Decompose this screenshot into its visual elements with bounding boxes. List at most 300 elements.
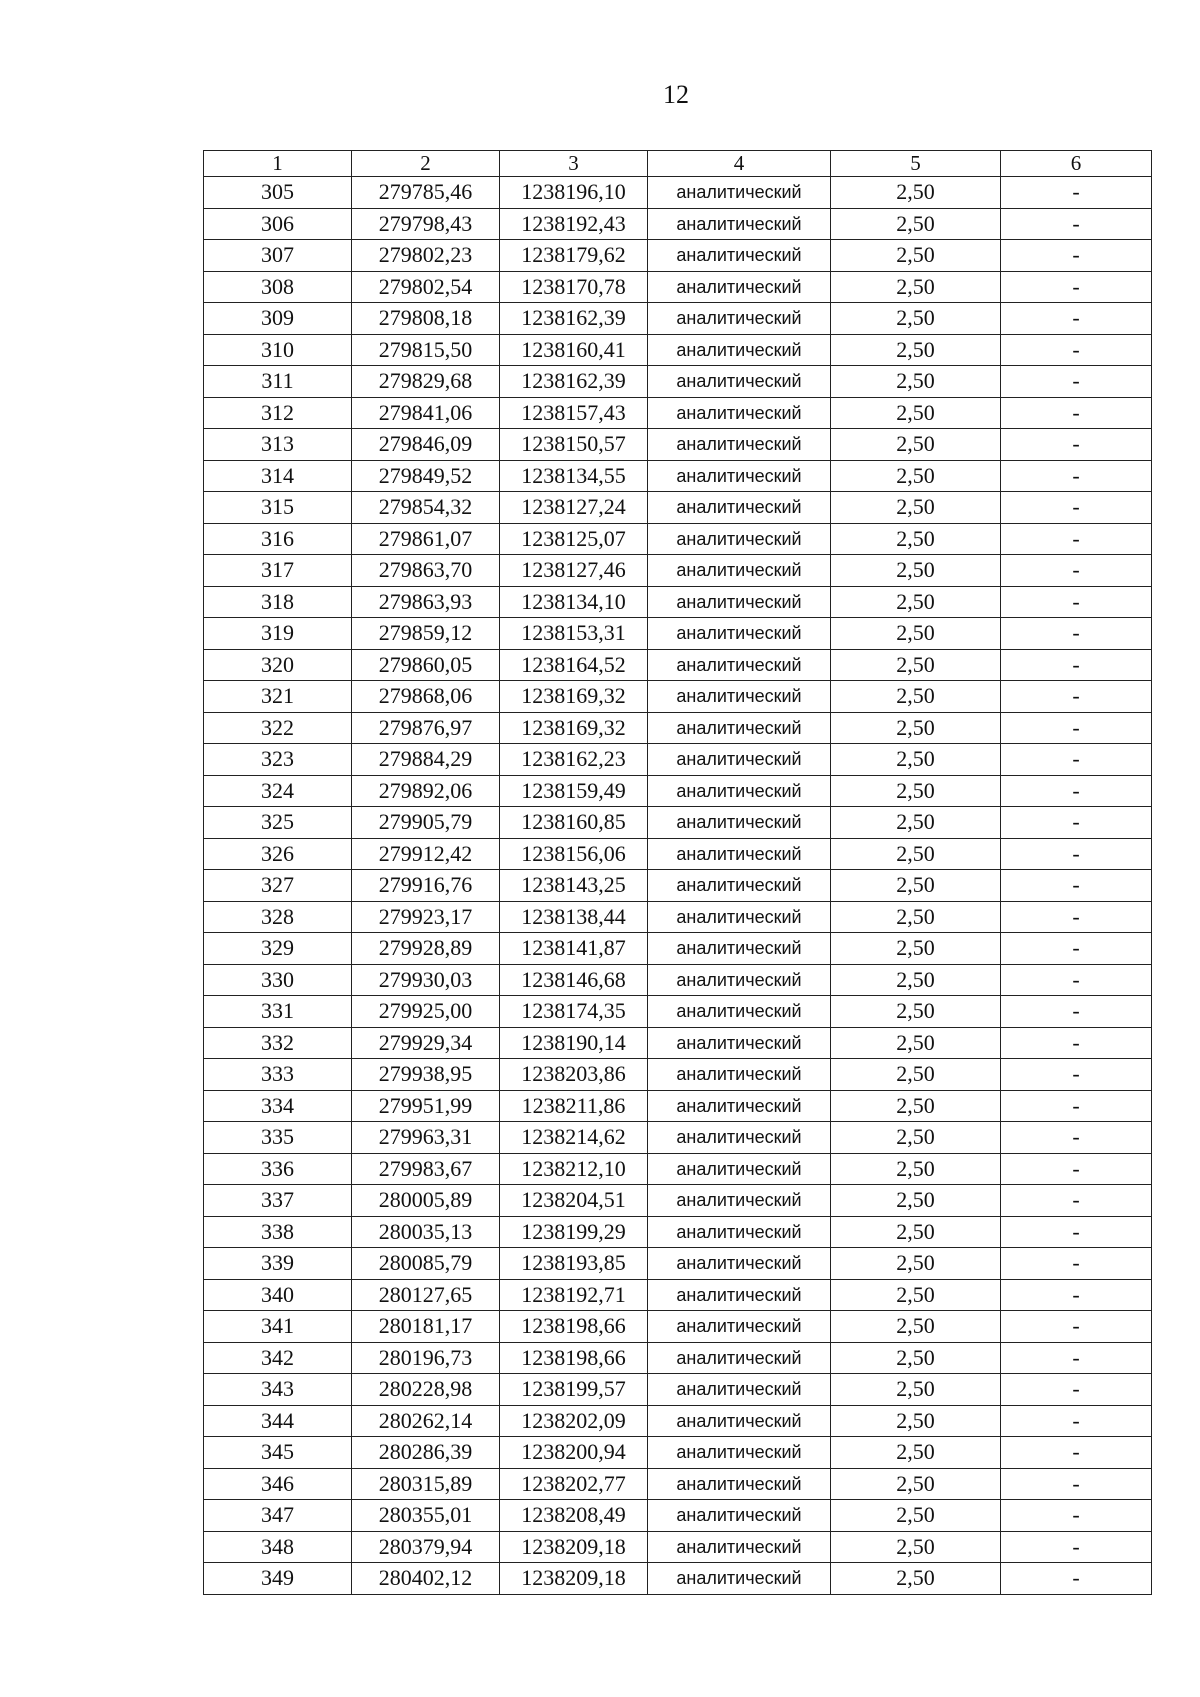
x-coordinate-cell: 280085,79 [352, 1248, 500, 1280]
x-coordinate-cell: 279963,31 [352, 1122, 500, 1154]
y-coordinate-cell: 1238214,62 [500, 1122, 648, 1154]
note-cell: - [1001, 1405, 1152, 1437]
table-header-row [204, 151, 1152, 177]
x-coordinate-cell: 279928,89 [352, 933, 500, 965]
y-coordinate-cell: 1238159,49 [500, 775, 648, 807]
point-number-cell: 340 [204, 1279, 352, 1311]
x-coordinate-cell: 279854,32 [352, 492, 500, 524]
x-coordinate-cell: 279925,00 [352, 996, 500, 1028]
y-coordinate-cell: 1238153,31 [500, 618, 648, 650]
point-number-cell: 306 [204, 208, 352, 240]
method-cell: аналитический [648, 334, 831, 366]
x-coordinate-cell: 279863,70 [352, 555, 500, 587]
accuracy-cell: 2,50 [831, 303, 1001, 335]
table-row [204, 1248, 1152, 1280]
column-header: 1 [204, 151, 352, 177]
x-coordinate-cell: 280035,13 [352, 1216, 500, 1248]
x-coordinate-cell: 280355,01 [352, 1500, 500, 1532]
x-coordinate-cell: 280379,94 [352, 1531, 500, 1563]
accuracy-cell: 2,50 [831, 1437, 1001, 1469]
table-row [204, 1531, 1152, 1563]
accuracy-cell: 2,50 [831, 177, 1001, 209]
note-cell: - [1001, 870, 1152, 902]
column-header: 5 [831, 151, 1001, 177]
x-coordinate-cell: 279829,68 [352, 366, 500, 398]
note-cell: - [1001, 1374, 1152, 1406]
point-number-cell: 307 [204, 240, 352, 272]
point-number-cell: 329 [204, 933, 352, 965]
point-number-cell: 345 [204, 1437, 352, 1469]
table-row [204, 1122, 1152, 1154]
x-coordinate-cell: 279912,42 [352, 838, 500, 870]
column-header: 6 [1001, 151, 1152, 177]
point-number-cell: 312 [204, 397, 352, 429]
table-row [204, 460, 1152, 492]
note-cell: - [1001, 1279, 1152, 1311]
accuracy-cell: 2,50 [831, 1531, 1001, 1563]
point-number-cell: 319 [204, 618, 352, 650]
accuracy-cell: 2,50 [831, 1405, 1001, 1437]
y-coordinate-cell: 1238190,14 [500, 1027, 648, 1059]
point-number-cell: 320 [204, 649, 352, 681]
coordinates-table-container [203, 150, 1151, 1595]
y-coordinate-cell: 1238204,51 [500, 1185, 648, 1217]
table-row [204, 1185, 1152, 1217]
method-cell: аналитический [648, 712, 831, 744]
point-number-cell: 308 [204, 271, 352, 303]
x-coordinate-cell: 279863,93 [352, 586, 500, 618]
table-row [204, 1311, 1152, 1343]
x-coordinate-cell: 279849,52 [352, 460, 500, 492]
point-number-cell: 317 [204, 555, 352, 587]
method-cell: аналитический [648, 1216, 831, 1248]
table-row [204, 1563, 1152, 1595]
point-number-cell: 336 [204, 1153, 352, 1185]
method-cell: аналитический [648, 1437, 831, 1469]
table-row [204, 1216, 1152, 1248]
point-number-cell: 349 [204, 1563, 352, 1595]
method-cell: аналитический [648, 1468, 831, 1500]
method-cell: аналитический [648, 1342, 831, 1374]
method-cell: аналитический [648, 366, 831, 398]
x-coordinate-cell: 279815,50 [352, 334, 500, 366]
method-cell: аналитический [648, 1531, 831, 1563]
accuracy-cell: 2,50 [831, 1311, 1001, 1343]
note-cell: - [1001, 460, 1152, 492]
table-row [204, 775, 1152, 807]
method-cell: аналитический [648, 807, 831, 839]
point-number-cell: 328 [204, 901, 352, 933]
accuracy-cell: 2,50 [831, 712, 1001, 744]
x-coordinate-cell: 279798,43 [352, 208, 500, 240]
accuracy-cell: 2,50 [831, 271, 1001, 303]
x-coordinate-cell: 279846,09 [352, 429, 500, 461]
accuracy-cell: 2,50 [831, 807, 1001, 839]
accuracy-cell: 2,50 [831, 964, 1001, 996]
y-coordinate-cell: 1238160,85 [500, 807, 648, 839]
method-cell: аналитический [648, 1059, 831, 1091]
point-number-cell: 321 [204, 681, 352, 713]
note-cell: - [1001, 1563, 1152, 1595]
table-row [204, 838, 1152, 870]
coordinates-table [203, 150, 1152, 1595]
table-row [204, 870, 1152, 902]
method-cell: аналитический [648, 681, 831, 713]
accuracy-cell: 2,50 [831, 397, 1001, 429]
table-row [204, 744, 1152, 776]
method-cell: аналитический [648, 523, 831, 555]
accuracy-cell: 2,50 [831, 649, 1001, 681]
y-coordinate-cell: 1238208,49 [500, 1500, 648, 1532]
x-coordinate-cell: 280127,65 [352, 1279, 500, 1311]
y-coordinate-cell: 1238174,35 [500, 996, 648, 1028]
method-cell: аналитический [648, 1374, 831, 1406]
point-number-cell: 341 [204, 1311, 352, 1343]
y-coordinate-cell: 1238143,25 [500, 870, 648, 902]
accuracy-cell: 2,50 [831, 1374, 1001, 1406]
point-number-cell: 342 [204, 1342, 352, 1374]
note-cell: - [1001, 555, 1152, 587]
note-cell: - [1001, 712, 1152, 744]
method-cell: аналитический [648, 1122, 831, 1154]
table-body [204, 177, 1152, 1595]
table-row [204, 1153, 1152, 1185]
note-cell: - [1001, 177, 1152, 209]
accuracy-cell: 2,50 [831, 460, 1001, 492]
method-cell: аналитический [648, 964, 831, 996]
y-coordinate-cell: 1238169,32 [500, 681, 648, 713]
y-coordinate-cell: 1238127,24 [500, 492, 648, 524]
note-cell: - [1001, 397, 1152, 429]
note-cell: - [1001, 1248, 1152, 1280]
method-cell: аналитический [648, 1279, 831, 1311]
column-header: 4 [648, 151, 831, 177]
accuracy-cell: 2,50 [831, 240, 1001, 272]
y-coordinate-cell: 1238156,06 [500, 838, 648, 870]
method-cell: аналитический [648, 870, 831, 902]
y-coordinate-cell: 1238198,66 [500, 1311, 648, 1343]
y-coordinate-cell: 1238157,43 [500, 397, 648, 429]
accuracy-cell: 2,50 [831, 586, 1001, 618]
table-row [204, 303, 1152, 335]
x-coordinate-cell: 280181,17 [352, 1311, 500, 1343]
note-cell: - [1001, 1216, 1152, 1248]
method-cell: аналитический [648, 1500, 831, 1532]
accuracy-cell: 2,50 [831, 208, 1001, 240]
x-coordinate-cell: 280402,12 [352, 1563, 500, 1595]
note-cell: - [1001, 586, 1152, 618]
x-coordinate-cell: 280005,89 [352, 1185, 500, 1217]
point-number-cell: 346 [204, 1468, 352, 1500]
y-coordinate-cell: 1238162,39 [500, 366, 648, 398]
table-row [204, 964, 1152, 996]
x-coordinate-cell: 279785,46 [352, 177, 500, 209]
y-coordinate-cell: 1238212,10 [500, 1153, 648, 1185]
x-coordinate-cell: 279983,67 [352, 1153, 500, 1185]
y-coordinate-cell: 1238146,68 [500, 964, 648, 996]
note-cell: - [1001, 964, 1152, 996]
point-number-cell: 315 [204, 492, 352, 524]
note-cell: - [1001, 838, 1152, 870]
table-row [204, 712, 1152, 744]
y-coordinate-cell: 1238141,87 [500, 933, 648, 965]
point-number-cell: 325 [204, 807, 352, 839]
accuracy-cell: 2,50 [831, 996, 1001, 1028]
x-coordinate-cell: 280315,89 [352, 1468, 500, 1500]
note-cell: - [1001, 523, 1152, 555]
method-cell: аналитический [648, 1248, 831, 1280]
y-coordinate-cell: 1238162,39 [500, 303, 648, 335]
x-coordinate-cell: 279868,06 [352, 681, 500, 713]
note-cell: - [1001, 366, 1152, 398]
note-cell: - [1001, 933, 1152, 965]
x-coordinate-cell: 279930,03 [352, 964, 500, 996]
accuracy-cell: 2,50 [831, 933, 1001, 965]
note-cell: - [1001, 1311, 1152, 1343]
method-cell: аналитический [648, 996, 831, 1028]
accuracy-cell: 2,50 [831, 1216, 1001, 1248]
accuracy-cell: 2,50 [831, 838, 1001, 870]
x-coordinate-cell: 280228,98 [352, 1374, 500, 1406]
point-number-cell: 339 [204, 1248, 352, 1280]
table-row [204, 1468, 1152, 1500]
accuracy-cell: 2,50 [831, 492, 1001, 524]
point-number-cell: 332 [204, 1027, 352, 1059]
point-number-cell: 313 [204, 429, 352, 461]
method-cell: аналитический [648, 1185, 831, 1217]
accuracy-cell: 2,50 [831, 1279, 1001, 1311]
method-cell: аналитический [648, 460, 831, 492]
note-cell: - [1001, 1153, 1152, 1185]
table-row [204, 366, 1152, 398]
table-row [204, 429, 1152, 461]
y-coordinate-cell: 1238203,86 [500, 1059, 648, 1091]
table-row [204, 1342, 1152, 1374]
accuracy-cell: 2,50 [831, 429, 1001, 461]
table-row [204, 649, 1152, 681]
note-cell: - [1001, 618, 1152, 650]
y-coordinate-cell: 1238192,43 [500, 208, 648, 240]
x-coordinate-cell: 280196,73 [352, 1342, 500, 1374]
table-header [204, 151, 1152, 177]
point-number-cell: 318 [204, 586, 352, 618]
y-coordinate-cell: 1238138,44 [500, 901, 648, 933]
point-number-cell: 327 [204, 870, 352, 902]
note-cell: - [1001, 901, 1152, 933]
accuracy-cell: 2,50 [831, 1248, 1001, 1280]
note-cell: - [1001, 208, 1152, 240]
point-number-cell: 326 [204, 838, 352, 870]
y-coordinate-cell: 1238199,57 [500, 1374, 648, 1406]
point-number-cell: 322 [204, 712, 352, 744]
x-coordinate-cell: 279951,99 [352, 1090, 500, 1122]
accuracy-cell: 2,50 [831, 1153, 1001, 1185]
table-row [204, 492, 1152, 524]
x-coordinate-cell: 279938,95 [352, 1059, 500, 1091]
table-row [204, 177, 1152, 209]
y-coordinate-cell: 1238134,55 [500, 460, 648, 492]
method-cell: аналитический [648, 492, 831, 524]
method-cell: аналитический [648, 303, 831, 335]
point-number-cell: 311 [204, 366, 352, 398]
table-row [204, 1279, 1152, 1311]
point-number-cell: 305 [204, 177, 352, 209]
y-coordinate-cell: 1238160,41 [500, 334, 648, 366]
note-cell: - [1001, 1122, 1152, 1154]
y-coordinate-cell: 1238209,18 [500, 1563, 648, 1595]
table-row [204, 1027, 1152, 1059]
accuracy-cell: 2,50 [831, 618, 1001, 650]
note-cell: - [1001, 681, 1152, 713]
method-cell: аналитический [648, 1405, 831, 1437]
table-row [204, 807, 1152, 839]
y-coordinate-cell: 1238199,29 [500, 1216, 648, 1248]
method-cell: аналитический [648, 1027, 831, 1059]
note-cell: - [1001, 775, 1152, 807]
note-cell: - [1001, 996, 1152, 1028]
note-cell: - [1001, 1531, 1152, 1563]
method-cell: аналитический [648, 744, 831, 776]
y-coordinate-cell: 1238125,07 [500, 523, 648, 555]
point-number-cell: 344 [204, 1405, 352, 1437]
point-number-cell: 309 [204, 303, 352, 335]
point-number-cell: 337 [204, 1185, 352, 1217]
accuracy-cell: 2,50 [831, 1185, 1001, 1217]
x-coordinate-cell: 279916,76 [352, 870, 500, 902]
accuracy-cell: 2,50 [831, 1468, 1001, 1500]
method-cell: аналитический [648, 208, 831, 240]
method-cell: аналитический [648, 1090, 831, 1122]
method-cell: аналитический [648, 555, 831, 587]
table-row [204, 271, 1152, 303]
accuracy-cell: 2,50 [831, 1500, 1001, 1532]
y-coordinate-cell: 1238209,18 [500, 1531, 648, 1563]
x-coordinate-cell: 279808,18 [352, 303, 500, 335]
method-cell: аналитический [648, 271, 831, 303]
x-coordinate-cell: 279860,05 [352, 649, 500, 681]
table-row [204, 1090, 1152, 1122]
note-cell: - [1001, 807, 1152, 839]
y-coordinate-cell: 1238170,78 [500, 271, 648, 303]
x-coordinate-cell: 280286,39 [352, 1437, 500, 1469]
point-number-cell: 330 [204, 964, 352, 996]
point-number-cell: 316 [204, 523, 352, 555]
method-cell: аналитический [648, 618, 831, 650]
method-cell: аналитический [648, 586, 831, 618]
table-row [204, 586, 1152, 618]
table-row [204, 397, 1152, 429]
x-coordinate-cell: 279876,97 [352, 712, 500, 744]
y-coordinate-cell: 1238162,23 [500, 744, 648, 776]
method-cell: аналитический [648, 775, 831, 807]
x-coordinate-cell: 279859,12 [352, 618, 500, 650]
accuracy-cell: 2,50 [831, 1122, 1001, 1154]
table-row [204, 1500, 1152, 1532]
method-cell: аналитический [648, 397, 831, 429]
y-coordinate-cell: 1238192,71 [500, 1279, 648, 1311]
accuracy-cell: 2,50 [831, 1342, 1001, 1374]
note-cell: - [1001, 744, 1152, 776]
x-coordinate-cell: 280262,14 [352, 1405, 500, 1437]
table-row [204, 334, 1152, 366]
note-cell: - [1001, 271, 1152, 303]
table-row [204, 1405, 1152, 1437]
x-coordinate-cell: 279892,06 [352, 775, 500, 807]
method-cell: аналитический [648, 1563, 831, 1595]
note-cell: - [1001, 303, 1152, 335]
table-row [204, 933, 1152, 965]
method-cell: аналитический [648, 649, 831, 681]
table-row [204, 681, 1152, 713]
accuracy-cell: 2,50 [831, 681, 1001, 713]
y-coordinate-cell: 1238202,77 [500, 1468, 648, 1500]
note-cell: - [1001, 1090, 1152, 1122]
x-coordinate-cell: 279802,23 [352, 240, 500, 272]
y-coordinate-cell: 1238211,86 [500, 1090, 648, 1122]
page-number: 12 [663, 80, 689, 109]
note-cell: - [1001, 1342, 1152, 1374]
method-cell: аналитический [648, 429, 831, 461]
point-number-cell: 338 [204, 1216, 352, 1248]
x-coordinate-cell: 279884,29 [352, 744, 500, 776]
x-coordinate-cell: 279905,79 [352, 807, 500, 839]
table-row [204, 555, 1152, 587]
note-cell: - [1001, 1468, 1152, 1500]
note-cell: - [1001, 334, 1152, 366]
y-coordinate-cell: 1238134,10 [500, 586, 648, 618]
y-coordinate-cell: 1238202,09 [500, 1405, 648, 1437]
accuracy-cell: 2,50 [831, 366, 1001, 398]
note-cell: - [1001, 1437, 1152, 1469]
table-row [204, 1374, 1152, 1406]
accuracy-cell: 2,50 [831, 775, 1001, 807]
method-cell: аналитический [648, 177, 831, 209]
method-cell: аналитический [648, 901, 831, 933]
accuracy-cell: 2,50 [831, 870, 1001, 902]
point-number-cell: 324 [204, 775, 352, 807]
x-coordinate-cell: 279929,34 [352, 1027, 500, 1059]
point-number-cell: 331 [204, 996, 352, 1028]
note-cell: - [1001, 492, 1152, 524]
accuracy-cell: 2,50 [831, 744, 1001, 776]
point-number-cell: 333 [204, 1059, 352, 1091]
note-cell: - [1001, 649, 1152, 681]
y-coordinate-cell: 1238127,46 [500, 555, 648, 587]
note-cell: - [1001, 1059, 1152, 1091]
note-cell: - [1001, 1185, 1152, 1217]
method-cell: аналитический [648, 1311, 831, 1343]
y-coordinate-cell: 1238193,85 [500, 1248, 648, 1280]
note-cell: - [1001, 240, 1152, 272]
method-cell: аналитический [648, 240, 831, 272]
table-row [204, 208, 1152, 240]
table-row [204, 1059, 1152, 1091]
x-coordinate-cell: 279841,06 [352, 397, 500, 429]
method-cell: аналитический [648, 838, 831, 870]
y-coordinate-cell: 1238164,52 [500, 649, 648, 681]
accuracy-cell: 2,50 [831, 334, 1001, 366]
accuracy-cell: 2,50 [831, 1090, 1001, 1122]
point-number-cell: 310 [204, 334, 352, 366]
note-cell: - [1001, 1027, 1152, 1059]
y-coordinate-cell: 1238196,10 [500, 177, 648, 209]
y-coordinate-cell: 1238200,94 [500, 1437, 648, 1469]
table-row [204, 1437, 1152, 1469]
y-coordinate-cell: 1238179,62 [500, 240, 648, 272]
point-number-cell: 348 [204, 1531, 352, 1563]
accuracy-cell: 2,50 [831, 1563, 1001, 1595]
method-cell: аналитический [648, 933, 831, 965]
